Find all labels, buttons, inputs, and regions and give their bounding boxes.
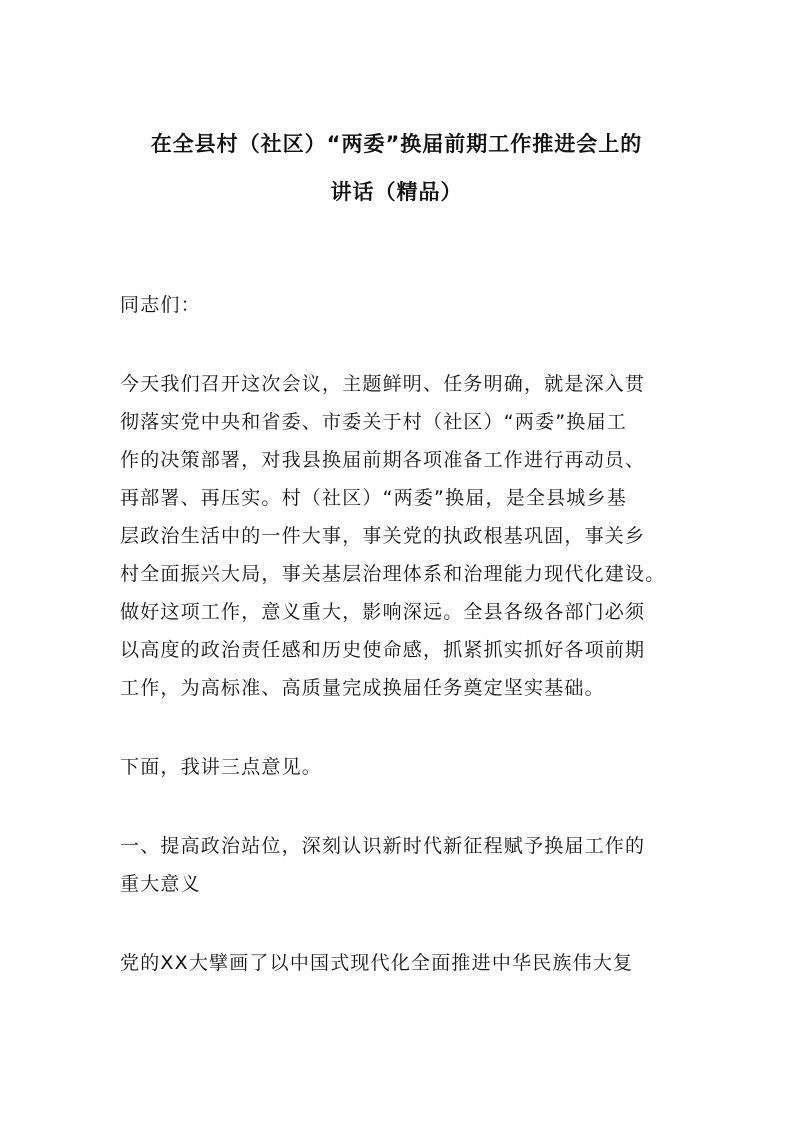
- document-title-line-1: 在全县村（社区）“两委”换届前期工作推进会上的: [150, 132, 643, 156]
- paragraph-line: 下面，我讲三点意见。: [120, 756, 323, 778]
- paragraph-line: 以高度的政治责任感和历史使命感，抓紧抓实抓好各项前期: [120, 639, 646, 661]
- paragraph-line: 层政治生活中的一件大事，事关党的执政根基巩固，事关乡: [120, 525, 646, 547]
- paragraph-line: 再部署、再压实。村（社区）“两委”换届，是全县城乡基: [120, 487, 627, 509]
- paragraph-line: 做好这项工作，意义重大，影响深远。全县各级各部门必须: [120, 601, 646, 623]
- paragraph-line: 党的XX大擘画了以中国式现代化全面推进中华民族伟大复: [120, 952, 634, 974]
- paragraph-line: 彻落实党中央和省委、市委关于村（社区）“两委”换届工: [120, 411, 627, 433]
- paragraph-line: 工作，为高标准、高质量完成换届任务奠定坚实基础。: [120, 677, 605, 699]
- document-title-line-2: 讲话（精品）: [330, 180, 463, 204]
- section-heading-line: 重大意义: [120, 873, 201, 895]
- section-heading-line: 一、提高政治站位，深刻认识新时代新征程赋予换届工作的: [120, 835, 646, 857]
- paragraph-line: 作的决策部署，对我县换届前期各项准备工作进行再动员、: [120, 449, 646, 471]
- paragraph-line: 今天我们召开这次会议，主题鲜明、任务明确，就是深入贯: [120, 373, 646, 395]
- paragraph-line: 村全面振兴大局，事关基层治理体系和治理能力现代化建设。: [120, 563, 666, 585]
- salutation: 同志们：: [120, 294, 201, 316]
